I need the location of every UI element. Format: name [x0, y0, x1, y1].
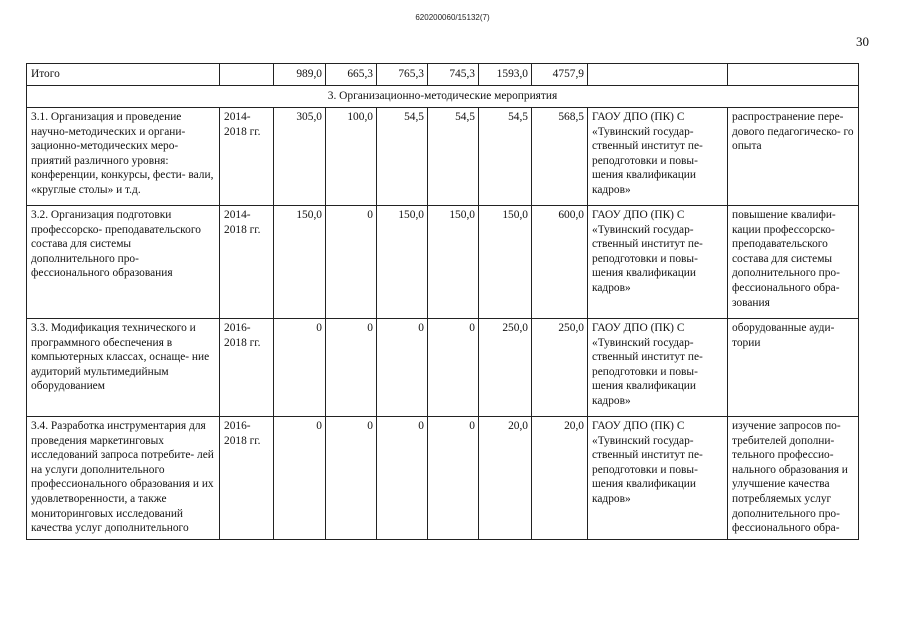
- period-cell: 2014- 2018 гг.: [220, 108, 274, 206]
- total-value: 989,0: [274, 64, 326, 86]
- table-row: [27, 206, 859, 319]
- result-cell: изучение запросов по- требителей дополни- тельного профессио- нального образования и улучшение качества потребляемых услуг дополнительного про- фессионального обра-: [728, 417, 859, 540]
- value-cell: 250,0: [479, 319, 532, 417]
- executor-cell: ГАОУ ДПО (ПК) С «Тувинский государ- ственный институт пе- реподготовки и повы- шения квалификации кадров»: [588, 417, 728, 540]
- value-cell: 0: [326, 417, 377, 540]
- value-cell: 0: [377, 319, 428, 417]
- value-cell: 150,0: [479, 206, 532, 319]
- section-header-row: [27, 86, 859, 108]
- table-row: [27, 108, 859, 206]
- value-cell: 54,5: [377, 108, 428, 206]
- total-value: 765,3: [377, 64, 428, 86]
- value-cell: 600,0: [532, 206, 588, 319]
- total-result: [728, 64, 859, 86]
- value-cell: 20,0: [532, 417, 588, 540]
- result-cell: распространение пере- дового педагогическо- го опыта: [728, 108, 859, 206]
- value-cell: 0: [326, 206, 377, 319]
- total-executor: [588, 64, 728, 86]
- result-cell: повышение квалифи- кации профессорско- преподавательского состава для системы дополнительного про- фессионального обра- зования: [728, 206, 859, 319]
- value-cell: 100,0: [326, 108, 377, 206]
- value-cell: 150,0: [377, 206, 428, 319]
- activity-cell: 3.3. Модификация технического и программного обеспечения в компьютерных классах, оснаще- ние аудиторий мультимедийным оборудованием: [27, 319, 220, 417]
- value-cell: 0: [428, 319, 479, 417]
- value-cell: 0: [326, 319, 377, 417]
- section-title: 3. Организационно-методические мероприятия: [27, 86, 859, 108]
- value-cell: 305,0: [274, 108, 326, 206]
- executor-cell: ГАОУ ДПО (ПК) С «Тувинский государ- ственный институт пе- реподготовки и повы- шения квалификации кадров»: [588, 206, 728, 319]
- value-cell: 54,5: [428, 108, 479, 206]
- executor-cell: ГАОУ ДПО (ПК) С «Тувинский государ- ственный институт пе- реподготовки и повы- шения квалификации кадров»: [588, 108, 728, 206]
- executor-cell: ГАОУ ДПО (ПК) С «Тувинский государ- ственный институт пе- реподготовки и повы- шения квалификации кадров»: [588, 319, 728, 417]
- value-cell: 0: [274, 319, 326, 417]
- value-cell: 0: [377, 417, 428, 540]
- activity-cell: 3.4. Разработка инструментария для проведения маркетинговых исследований запроса потребите- лей на услуги дополнительного профессионального образования и их удовлетворенности, а также мониторинговых исследований качества услуг дополнительного: [27, 417, 220, 540]
- period-cell: 2014- 2018 гг.: [220, 206, 274, 319]
- total-value: 1593,0: [479, 64, 532, 86]
- value-cell: 150,0: [428, 206, 479, 319]
- program-table: [26, 63, 859, 540]
- value-cell: 250,0: [532, 319, 588, 417]
- value-cell: 0: [274, 417, 326, 540]
- total-value: 745,3: [428, 64, 479, 86]
- total-row: [27, 64, 859, 86]
- value-cell: 0: [428, 417, 479, 540]
- total-value: 665,3: [326, 64, 377, 86]
- value-cell: 150,0: [274, 206, 326, 319]
- total-period: [220, 64, 274, 86]
- document-code: 620200060/15132(7): [415, 13, 490, 22]
- activity-cell: 3.2. Организация подготовки профессорско- преподавательского состава для системы дополнительного про- фессионального образования: [27, 206, 220, 319]
- period-cell: 2016- 2018 гг.: [220, 417, 274, 540]
- total-label: Итого: [27, 64, 220, 86]
- value-cell: 54,5: [479, 108, 532, 206]
- table-row: [27, 319, 859, 417]
- result-cell: оборудованные ауди- тории: [728, 319, 859, 417]
- value-cell: 20,0: [479, 417, 532, 540]
- value-cell: 568,5: [532, 108, 588, 206]
- activity-cell: 3.1. Организация и проведение научно-методических и органи- зационно-методических меро- приятий различного уровня: конференции, конкурсы, фести- вали, «круглые столы» и т.д.: [27, 108, 220, 206]
- period-cell: 2016- 2018 гг.: [220, 319, 274, 417]
- total-value: 4757,9: [532, 64, 588, 86]
- table-row: [27, 417, 859, 540]
- page-number: 30: [856, 34, 869, 49]
